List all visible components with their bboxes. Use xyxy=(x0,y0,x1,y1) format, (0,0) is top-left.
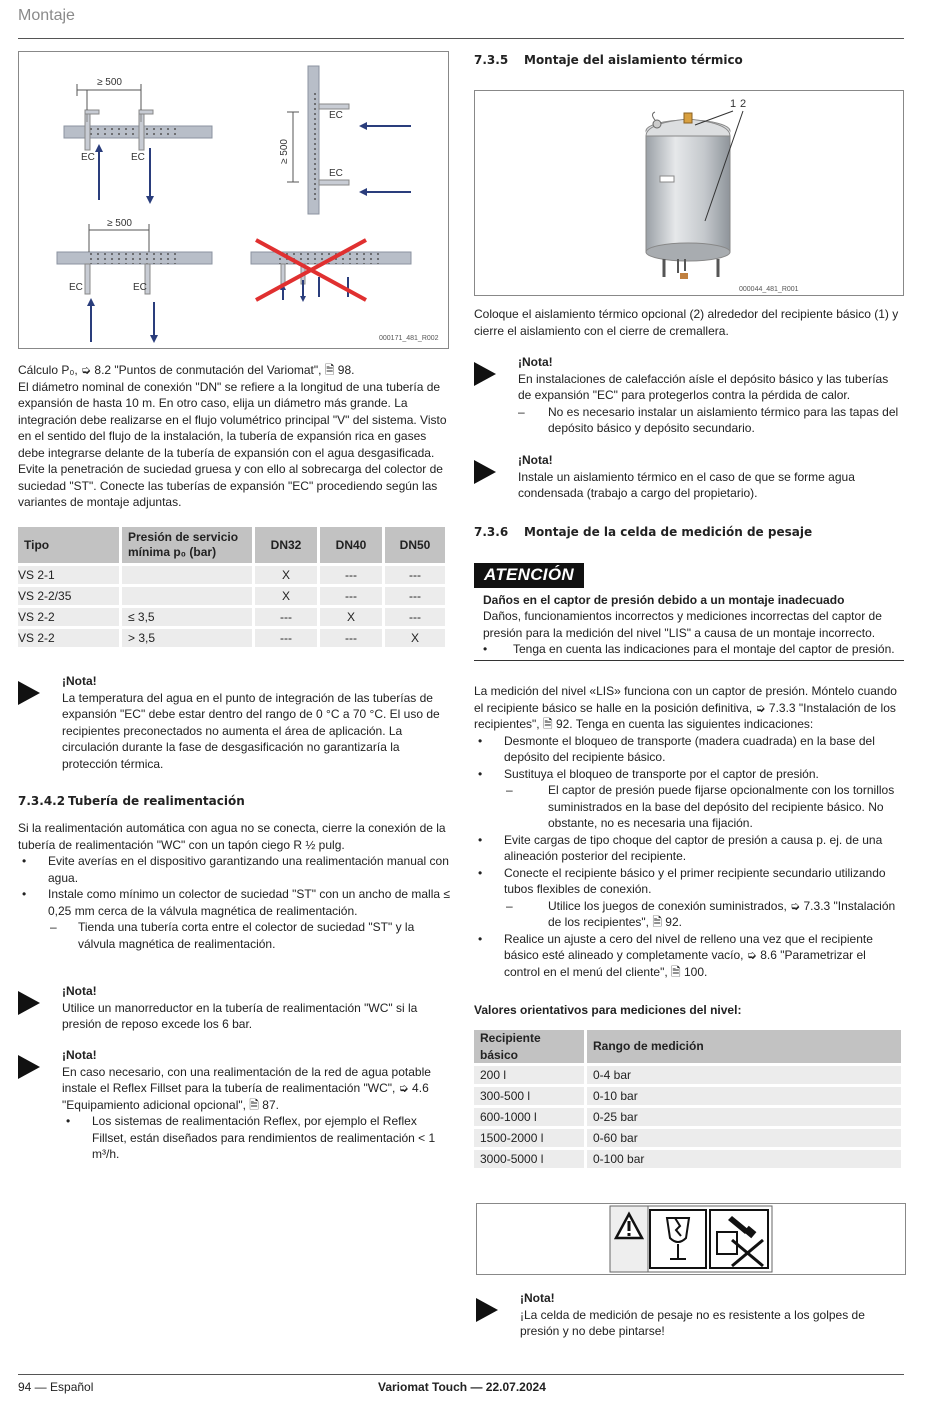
header-divider xyxy=(18,38,904,39)
table-cell: 0-10 bar xyxy=(587,1084,904,1105)
warning-symbols xyxy=(477,1204,905,1274)
table-cell: --- xyxy=(320,563,385,584)
table-cell: 300-500 l xyxy=(474,1084,587,1105)
warning-text: Daños, funcionamientos incorrectos y mediciones incorrectas del captor de presión para la medición del nivel "LIS" a causa de un montaje incorrecto. xyxy=(483,609,882,640)
table-cell: 0-60 bar xyxy=(587,1126,904,1147)
list-item-text: Sustituya el bloqueo de transporte por el captor de presión. xyxy=(504,766,819,781)
table-row xyxy=(474,1084,904,1105)
footer-page-number: 94 — Español xyxy=(18,1380,94,1394)
table-cell: 200 l xyxy=(474,1063,587,1084)
dim-label: ≥ 500 xyxy=(279,139,290,164)
footer-document xyxy=(378,1379,546,1396)
note-arrow-icon xyxy=(18,681,40,705)
table-cell: VS 2-2 xyxy=(18,605,122,626)
list-item-text: Evite cargas de tipo choque del captor de presión a causa p. ej. de una alineación posterior del recipiente. xyxy=(504,832,883,863)
ec-label: EC xyxy=(329,168,343,179)
table-cell: 0-4 bar xyxy=(587,1063,904,1084)
dash: – xyxy=(50,920,57,934)
table-cell: --- xyxy=(385,605,448,626)
section-heading-735 xyxy=(474,52,743,69)
column-header: Recipiente básico xyxy=(474,1030,587,1063)
note-arrow-icon xyxy=(474,362,496,386)
ec-label: EC xyxy=(81,152,95,163)
note-text: Instale un aislamiento térmico en el caso de que se forme agua condensada (trabajo a cargo del propietario). xyxy=(518,469,855,500)
list-item xyxy=(518,404,904,437)
bullet: • xyxy=(66,1114,71,1128)
callout-2: 2 xyxy=(740,98,747,110)
table-cell: X xyxy=(255,584,320,605)
table-row xyxy=(18,563,448,584)
list-item xyxy=(474,733,904,766)
refill-text-block xyxy=(18,820,450,952)
column-header: DN32 xyxy=(255,527,320,563)
bullet: • xyxy=(22,887,27,901)
table-cell: 0-25 bar xyxy=(587,1105,904,1126)
table-cell: VS 2-2/35 xyxy=(18,584,122,605)
list-item-text: Desmonte el bloqueo de transporte (madera cuadrada) en la base del depósito del recipiente básico. xyxy=(504,733,875,764)
section-title: Montaje del aislamiento térmico xyxy=(524,53,743,67)
table-cell: 1500-2000 l xyxy=(474,1126,587,1147)
note-title: ¡Nota! xyxy=(62,674,97,688)
figure-code: 000044_481_R001 xyxy=(739,286,799,293)
list-item xyxy=(474,782,904,832)
paragraph: La medición del nivel «LIS» funciona con un captor de presión. Móntelo cuando el recipiente básico se halle en la posición definitiva, ➭ 7.3.3 "Instalación de los recipientes", 🗎 92. Tenga en cuenta las siguientes indicaciones: xyxy=(474,684,897,731)
list-item-text: Tenga en cuenta las indicaciones para el montaje del captor de presión. xyxy=(513,642,895,656)
note-text: En caso necesario, con una realimentación de la red de agua potable instale el Reflex Fillset para la tubería de realimentación "WC", ➭ 4.6 "Equipamiento adicional opcional", 🗎 87. xyxy=(62,1064,431,1112)
fragile-glass-icon xyxy=(650,1210,706,1268)
dim-label: ≥ 500 xyxy=(97,77,122,88)
section-heading-736 xyxy=(474,524,812,541)
table-cell: VS 2-1 xyxy=(18,563,122,584)
table-row xyxy=(18,584,448,605)
paragraph: Si la realimentación automática con agua no se conecta, cierre la conexión de la tubería de realimentación "WC" con un tapón ciego R ½ pulg. xyxy=(18,821,446,852)
table-row xyxy=(474,1147,904,1168)
list-item-text: No es necesario instalar un aislamiento térmico para las tapas del depósito básico y depósito secundario. xyxy=(548,404,899,435)
dash: – xyxy=(518,404,525,419)
ec-label: EC xyxy=(133,282,147,293)
table-row xyxy=(474,1105,904,1126)
column-header: Tipo xyxy=(18,527,122,563)
table-cell: --- xyxy=(385,563,448,584)
insulation-figure xyxy=(474,90,904,296)
table-cell xyxy=(122,563,255,584)
table-cell: --- xyxy=(385,584,448,605)
warning-title: Daños en el captor de presión debido a un montaje inadecuado xyxy=(483,592,845,607)
bullet: • xyxy=(22,854,27,868)
list-item-text: El captor de presión puede fijarse opcionalmente con los tornillos suministrados en la base del depósito del recipiente básico. No obstante, no es necesaria una fijación. xyxy=(548,783,895,830)
table-cell: > 3,5 xyxy=(122,626,255,647)
list-item xyxy=(18,919,450,952)
note-arrow-icon xyxy=(474,460,496,484)
installation-variants-figure xyxy=(18,51,449,349)
note-title: ¡Nota! xyxy=(518,453,553,467)
note-weigh-cell xyxy=(476,1290,906,1340)
list-item-text: Realice un ajuste a cero del nivel de relleno una vez que el recipiente básico esté alineado y completamente vacío, ➭ 8.6 "Parametrizar el control en el menú del cliente", 🗎 100. xyxy=(504,931,873,979)
section-number: 7.3.6 xyxy=(474,525,509,539)
section-number: 7.3.5 xyxy=(474,53,509,67)
table-row xyxy=(18,605,448,626)
note-arrow-icon xyxy=(18,1055,40,1079)
table-row xyxy=(474,1063,904,1084)
figure-code: 000171_481_R002 xyxy=(379,335,439,342)
column-header: Rango de medición xyxy=(587,1030,904,1063)
note-text: Utilice un manorreductor en la tubería de realimentación "WC" si la presión de reposo excede los 6 bar. xyxy=(62,1000,418,1031)
table-cell: --- xyxy=(320,626,385,647)
note-text: La temperatura del agua en el punto de integración de las tuberías de expansión "EC" debe estar dentro del rango de 0 °C a 70 °C. El uso de recipientes preconectados no aumenta el área de aplicación. La circulación durante la fase de desgasificación no garantizaría la protección térmica. xyxy=(62,690,440,771)
ec-label: EC xyxy=(69,282,83,293)
measurement-range-table xyxy=(474,1030,904,1168)
paragraph: El diámetro nominal de conexión "DN" se refiere a la longitud de una tubería de expansión de hasta 10 m. En otro caso, elija un diámetro más grande. La integración debe realizarse en el flujo volumétrico principal "V" del sistema. Visto en el sentido del flujo de la instalación, la tubería de expansión rica en gases debe integrarse delante de la tubería de expansión con el agua desgasificada. xyxy=(18,379,447,460)
bullet: • xyxy=(478,832,483,847)
table-cell: 0-100 bar xyxy=(587,1147,904,1168)
list-item-text: Instale como mínimo un colector de suciedad "ST" con un ancho de malla ≤ 0,25 mm cerca de la válvula magnética de realimentación. xyxy=(48,887,450,918)
column-header: DN50 xyxy=(385,527,448,563)
section-number: 7.3.4.2 xyxy=(18,794,66,808)
insulation-paragraph: Coloque el aislamiento térmico opcional (2) alrededor del recipiente básico (1) y cierre el aislamiento con el cierre de cremallera. xyxy=(474,307,899,338)
atencion-box xyxy=(474,563,904,661)
table-row xyxy=(18,626,448,647)
note-heating-insulation xyxy=(474,354,904,437)
list-item xyxy=(18,853,450,886)
list-item xyxy=(483,641,904,658)
list-item-text: Utilice los juegos de conexión suministrados, ➭ 7.3.3 "Instalación de los recipientes", 🗎 92. xyxy=(548,898,896,929)
dim-label: ≥ 500 xyxy=(107,218,132,229)
section-title: Tubería de realimentación xyxy=(68,794,245,808)
table-cell: --- xyxy=(320,584,385,605)
note-title: ¡Nota! xyxy=(520,1291,555,1305)
note-condensation xyxy=(474,452,904,502)
list-item xyxy=(62,1113,450,1163)
footer-divider xyxy=(18,1374,904,1375)
note-pressure-reducer xyxy=(18,983,450,1033)
column-header: Presión de servicio mínima p₀ (bar) xyxy=(122,527,255,563)
table-cell: ≤ 3,5 xyxy=(122,605,255,626)
list-item xyxy=(474,931,904,981)
list-item-text: Los sistemas de realimentación Reflex, por ejemplo el Reflex Fillset, están diseñados para rendimientos de realimentación < 1 m³/h. xyxy=(92,1114,436,1161)
page-header-title: Montaje xyxy=(18,7,75,24)
table-cell: 3000-5000 l xyxy=(474,1147,587,1168)
footer-doc-title: Variomat Touch xyxy=(378,1380,468,1394)
table-row xyxy=(474,1126,904,1147)
list-item xyxy=(474,766,904,783)
list-item xyxy=(474,832,904,865)
ec-label: EC xyxy=(131,152,145,163)
left-intro-text xyxy=(18,362,450,511)
warning-label: ATENCIÓN xyxy=(474,563,584,588)
bullet: • xyxy=(478,766,483,781)
note-text: En instalaciones de calefacción aísle el depósito básico y las tuberías de expansión "EC" para protegerlos contra la pérdida de calor. xyxy=(518,371,889,402)
column-header: DN40 xyxy=(320,527,385,563)
footer-date: — 22.07.2024 xyxy=(467,1380,546,1394)
paragraph: Evite la penetración de suciedad gruesa y con ello al sobrecarga del colector de suciedad "ST". Conecte las tuberías de expansión "EC" procediendo según las variantes de montaje adjuntas. xyxy=(18,462,443,509)
calc-reference: Cálculo P₀, ➭ 8.2 "Puntos de conmutación del Variomat", 🗎 98. xyxy=(18,363,355,377)
warning-symbols-figure xyxy=(476,1203,906,1275)
callout-1: 1 xyxy=(730,98,737,110)
expansion-pipe-diagram xyxy=(19,52,448,348)
bullet: • xyxy=(483,642,488,656)
list-item-text: Conecte el recipiente básico y el primer recipiente secundario utilizando tubos flexibles de conexión. xyxy=(504,865,886,896)
note-title: ¡Nota! xyxy=(62,984,97,998)
note-arrow-icon xyxy=(476,1298,498,1322)
tank-insulation-illustration xyxy=(475,91,903,295)
list-item xyxy=(474,898,904,931)
table-cell: X xyxy=(385,626,448,647)
section-heading-7342 xyxy=(18,793,245,810)
dn-table xyxy=(18,527,448,647)
table-cell: 600-1000 l xyxy=(474,1105,587,1126)
bullet: • xyxy=(478,931,483,946)
note-arrow-icon xyxy=(18,991,40,1015)
warning-triangle-icon xyxy=(610,1206,648,1272)
note-title: ¡Nota! xyxy=(518,355,553,369)
note-water-temperature xyxy=(18,673,450,772)
list-item-text: Tienda una tubería corta entre el colector de suciedad "ST" y la válvula magnética de realimentación. xyxy=(78,920,415,951)
note-fillset xyxy=(18,1047,450,1163)
table-cell: --- xyxy=(255,626,320,647)
ec-label: EC xyxy=(329,110,343,121)
note-text: ¡La celda de medición de pesaje no es resistente a los golpes de presión y no debe pintarse! xyxy=(520,1307,865,1338)
list-item xyxy=(474,865,904,898)
section-title: Montaje de la celda de medición de pesaje xyxy=(524,525,813,539)
table-cell: VS 2-2 xyxy=(18,626,122,647)
level-measurement-block xyxy=(474,683,904,980)
note-title: ¡Nota! xyxy=(62,1048,97,1062)
table-cell: X xyxy=(255,563,320,584)
table-cell: X xyxy=(320,605,385,626)
dash: – xyxy=(506,783,513,797)
no-paint-icon xyxy=(710,1210,768,1268)
values-heading: Valores orientativos para mediciones del nivel: xyxy=(474,1003,742,1017)
table-cell: --- xyxy=(255,605,320,626)
dash: – xyxy=(506,898,513,913)
table-cell xyxy=(122,584,255,605)
bullet: • xyxy=(478,865,483,880)
list-item-text: Evite averías en el dispositivo garantizando una realimentación manual con agua. xyxy=(48,854,449,885)
bullet: • xyxy=(478,733,483,748)
list-item xyxy=(18,886,450,919)
